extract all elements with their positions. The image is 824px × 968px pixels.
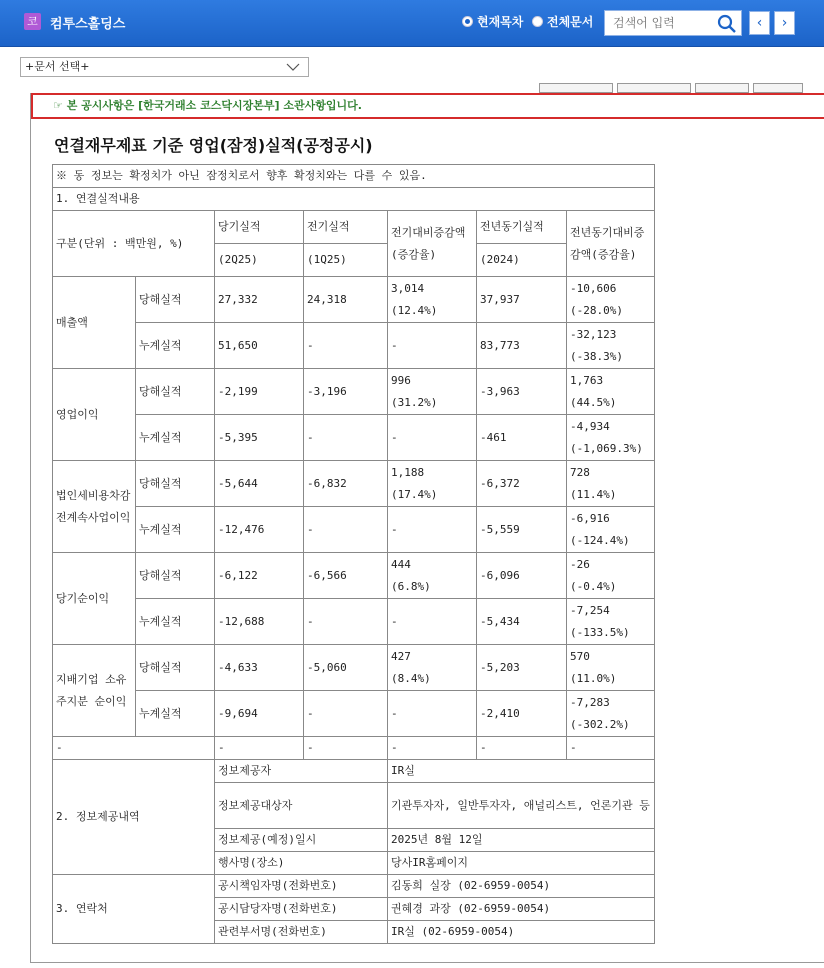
change-value: 3,014 (391, 281, 425, 295)
sub-label: 누계실적 (136, 599, 215, 645)
section-title: 2. 정보제공내역 (53, 760, 215, 875)
table-row (53, 737, 655, 760)
item-name: 법인세비용차감전계속사업이익 (53, 461, 136, 553)
table-cell: - (304, 691, 388, 737)
change-rate: (-1,069.3%) (570, 441, 643, 455)
header-yoy-period: (2024) (477, 244, 567, 277)
table-cell: -9,694 (215, 691, 304, 737)
radio-all-label: 전체문서 (547, 15, 594, 29)
table-cell: - (304, 507, 388, 553)
change-rate: (-0.4%) (570, 579, 617, 593)
info-value: 당사IR홈페이지 (388, 852, 655, 875)
table-row (53, 760, 655, 783)
change-rate: (-28.0%) (570, 303, 623, 317)
table-row (53, 369, 655, 415)
table-row (53, 507, 655, 553)
header-qoq: 전기대비증감액(증감율) (388, 211, 477, 277)
info-value: IR실 (388, 760, 655, 783)
header-yoy: 전년동기대비증감액(증감율) (567, 211, 655, 277)
change-value: -26 (570, 557, 590, 571)
table-cell: -4,633 (215, 645, 304, 691)
table-cell (388, 277, 477, 323)
header-yoy-base: 전년동기실적 (477, 211, 567, 244)
table-cell: - (304, 415, 388, 461)
radio-current-label: 현재목차 (477, 15, 524, 29)
change-rate: (8.4%) (391, 671, 431, 685)
radio-current-section[interactable] (462, 13, 523, 30)
change-value: -4,934 (570, 419, 610, 433)
table-cell: -5,060 (304, 645, 388, 691)
contact-key: 공시담당자명(전화번호) (215, 898, 388, 921)
header-current-period: (2Q25) (215, 244, 304, 277)
table-row (53, 415, 655, 461)
table-cell: - (388, 737, 477, 760)
sub-label: 당해실적 (136, 553, 215, 599)
change-value: 1,763 (570, 373, 604, 387)
change-value: 570 (570, 649, 590, 663)
table-cell: -3,196 (304, 369, 388, 415)
table-cell: 27,332 (215, 277, 304, 323)
change-rate: (11.4%) (570, 487, 617, 501)
search-box (604, 10, 742, 36)
table-cell (567, 645, 655, 691)
radio-all-documents[interactable] (532, 13, 593, 30)
change-value: 444 (391, 557, 411, 571)
sub-label: 누계실적 (136, 691, 215, 737)
change-rate: (44.5%) (570, 395, 617, 409)
contact-key: 공시책임자명(전화번호) (215, 875, 388, 898)
table-row (53, 323, 655, 369)
sub-label: 당해실적 (136, 461, 215, 507)
table-cell: -5,434 (477, 599, 567, 645)
table-cell: - (304, 599, 388, 645)
section-title: 3. 연락처 (53, 875, 215, 944)
table-cell: 24,318 (304, 277, 388, 323)
change-rate: (17.4%) (391, 487, 438, 501)
table-cell (388, 553, 477, 599)
table-cell: -6,566 (304, 553, 388, 599)
table-cell: 37,937 (477, 277, 567, 323)
table-cell (567, 277, 655, 323)
table-cell (567, 507, 655, 553)
table-cell: - (477, 737, 567, 760)
toolbar-tab[interactable] (539, 83, 613, 93)
table-cell: - (388, 415, 477, 461)
table-cell: - (215, 737, 304, 760)
table-cell: - (388, 599, 477, 645)
table-row (53, 875, 655, 898)
change-rate: (11.0%) (570, 671, 617, 685)
info-key: 정보제공(예정)일시 (215, 829, 388, 852)
change-rate: (-133.5%) (570, 625, 630, 639)
table-cell (567, 461, 655, 507)
table-cell (388, 369, 477, 415)
search-input[interactable] (605, 11, 711, 35)
sub-label: 당해실적 (136, 369, 215, 415)
table-cell: -5,644 (215, 461, 304, 507)
sub-label: 누계실적 (136, 415, 215, 461)
section-title: 1. 연결실적내용 (53, 188, 655, 211)
top-bar (0, 0, 824, 47)
table-row (53, 277, 655, 323)
search-icon[interactable] (717, 14, 737, 38)
sub-label: 당해실적 (136, 277, 215, 323)
table-cell: -6,372 (477, 461, 567, 507)
table-cell: -2,199 (215, 369, 304, 415)
change-rate: (6.8%) (391, 579, 431, 593)
change-value: -7,283 (570, 695, 610, 709)
table-cell: -6,096 (477, 553, 567, 599)
table-row (53, 165, 655, 188)
table-row (53, 553, 655, 599)
earnings-table (52, 164, 655, 944)
item-name: 지배기업 소유주지분 순이익 (53, 645, 136, 737)
change-rate: (-302.2%) (570, 717, 630, 731)
table-cell: -5,559 (477, 507, 567, 553)
table-header-row (53, 211, 655, 244)
item-name: 당기순이익 (53, 553, 136, 645)
table-cell (567, 415, 655, 461)
table-cell (567, 553, 655, 599)
sub-label: 누계실적 (136, 507, 215, 553)
company-name[interactable]: 컴투스홀딩스 (50, 17, 126, 32)
table-cell: - (567, 737, 655, 760)
table-cell (567, 369, 655, 415)
table-cell (388, 645, 477, 691)
change-value: 996 (391, 373, 411, 387)
info-key: 정보제공자 (215, 760, 388, 783)
info-value: 2025년 8월 12일 (388, 829, 655, 852)
table-cell (567, 599, 655, 645)
document-select-value: +문서 선택+ (25, 60, 90, 73)
table-cell: -5,203 (477, 645, 567, 691)
change-value: -10,606 (570, 281, 617, 295)
table-cell: - (304, 323, 388, 369)
table-cell: -2,410 (477, 691, 567, 737)
info-key: 행사명(장소) (215, 852, 388, 875)
table-row (53, 188, 655, 211)
table-row (53, 645, 655, 691)
table-cell: - (304, 737, 388, 760)
contact-key: 관련부서명(전화번호) (215, 921, 388, 944)
notice-banner: ☞ 본 공시사항은 [한국거래소 코스닥시장본부] 소관사항입니다. (31, 93, 824, 119)
header-current: 당기실적 (215, 211, 304, 244)
table-cell: 83,773 (477, 323, 567, 369)
table-cell: -12,476 (215, 507, 304, 553)
contact-value: IR실 (02-6959-0054) (388, 921, 655, 944)
table-cell: - (388, 323, 477, 369)
info-key: 정보제공대상자 (215, 783, 388, 829)
table-cell (567, 323, 655, 369)
change-value: 427 (391, 649, 411, 663)
item-name: 매출액 (53, 277, 136, 369)
change-rate: (-124.4%) (570, 533, 630, 547)
change-value: 1,188 (391, 465, 425, 479)
table-row (53, 599, 655, 645)
table-cell: - (388, 507, 477, 553)
table-cell (567, 691, 655, 737)
item-name: 영업이익 (53, 369, 136, 461)
table-row (53, 461, 655, 507)
chevron-down-icon (286, 61, 300, 79)
toolbar-tab[interactable] (617, 83, 691, 93)
radio-selected-icon (462, 16, 473, 27)
document-viewer (30, 93, 824, 963)
sub-label: 누계실적 (136, 323, 215, 369)
table-cell: - (388, 691, 477, 737)
toolbar-tab[interactable] (695, 83, 749, 93)
change-rate: (12.4%) (391, 303, 438, 317)
table-cell: -5,395 (215, 415, 304, 461)
header-prev: 전기실적 (304, 211, 388, 244)
header-category: 구분(단위 : 백만원, %) (53, 211, 215, 277)
table-cell (388, 461, 477, 507)
contact-value: 권혜경 과장 (02-6959-0054) (388, 898, 655, 921)
change-rate: (-38.3%) (570, 349, 623, 363)
table-cell: -12,688 (215, 599, 304, 645)
table-cell: - (53, 737, 215, 760)
radio-unselected-icon (532, 16, 543, 27)
table-cell: -6,832 (304, 461, 388, 507)
change-value: -6,916 (570, 511, 610, 525)
contact-value: 김동희 실장 (02-6959-0054) (388, 875, 655, 898)
prev-button[interactable]: ‹ (749, 11, 770, 35)
change-value: -7,254 (570, 603, 610, 617)
table-row (53, 691, 655, 737)
table-cell: -6,122 (215, 553, 304, 599)
next-button[interactable]: › (774, 11, 795, 35)
table-cell: -461 (477, 415, 567, 461)
document-title: 연결재무제표 기준 영업(잠정)실적(공정공시) (54, 136, 373, 155)
table-cell: -3,963 (477, 369, 567, 415)
change-value: 728 (570, 465, 590, 479)
info-value: 기관투자자, 일반투자자, 애널리스트, 언론기관 등 (388, 783, 655, 829)
sub-label: 당해실적 (136, 645, 215, 691)
header-prev-period: (1Q25) (304, 244, 388, 277)
company-logo-icon: 코 (24, 13, 41, 30)
toolbar-tab[interactable] (753, 83, 803, 93)
change-value: -32,123 (570, 327, 617, 341)
table-cell: 51,650 (215, 323, 304, 369)
note-cell: ※ 동 정보는 확정치가 아닌 잠정치로서 향후 확정치와는 다를 수 있음. (53, 165, 655, 188)
change-rate: (31.2%) (391, 395, 438, 409)
document-select[interactable] (20, 57, 309, 77)
